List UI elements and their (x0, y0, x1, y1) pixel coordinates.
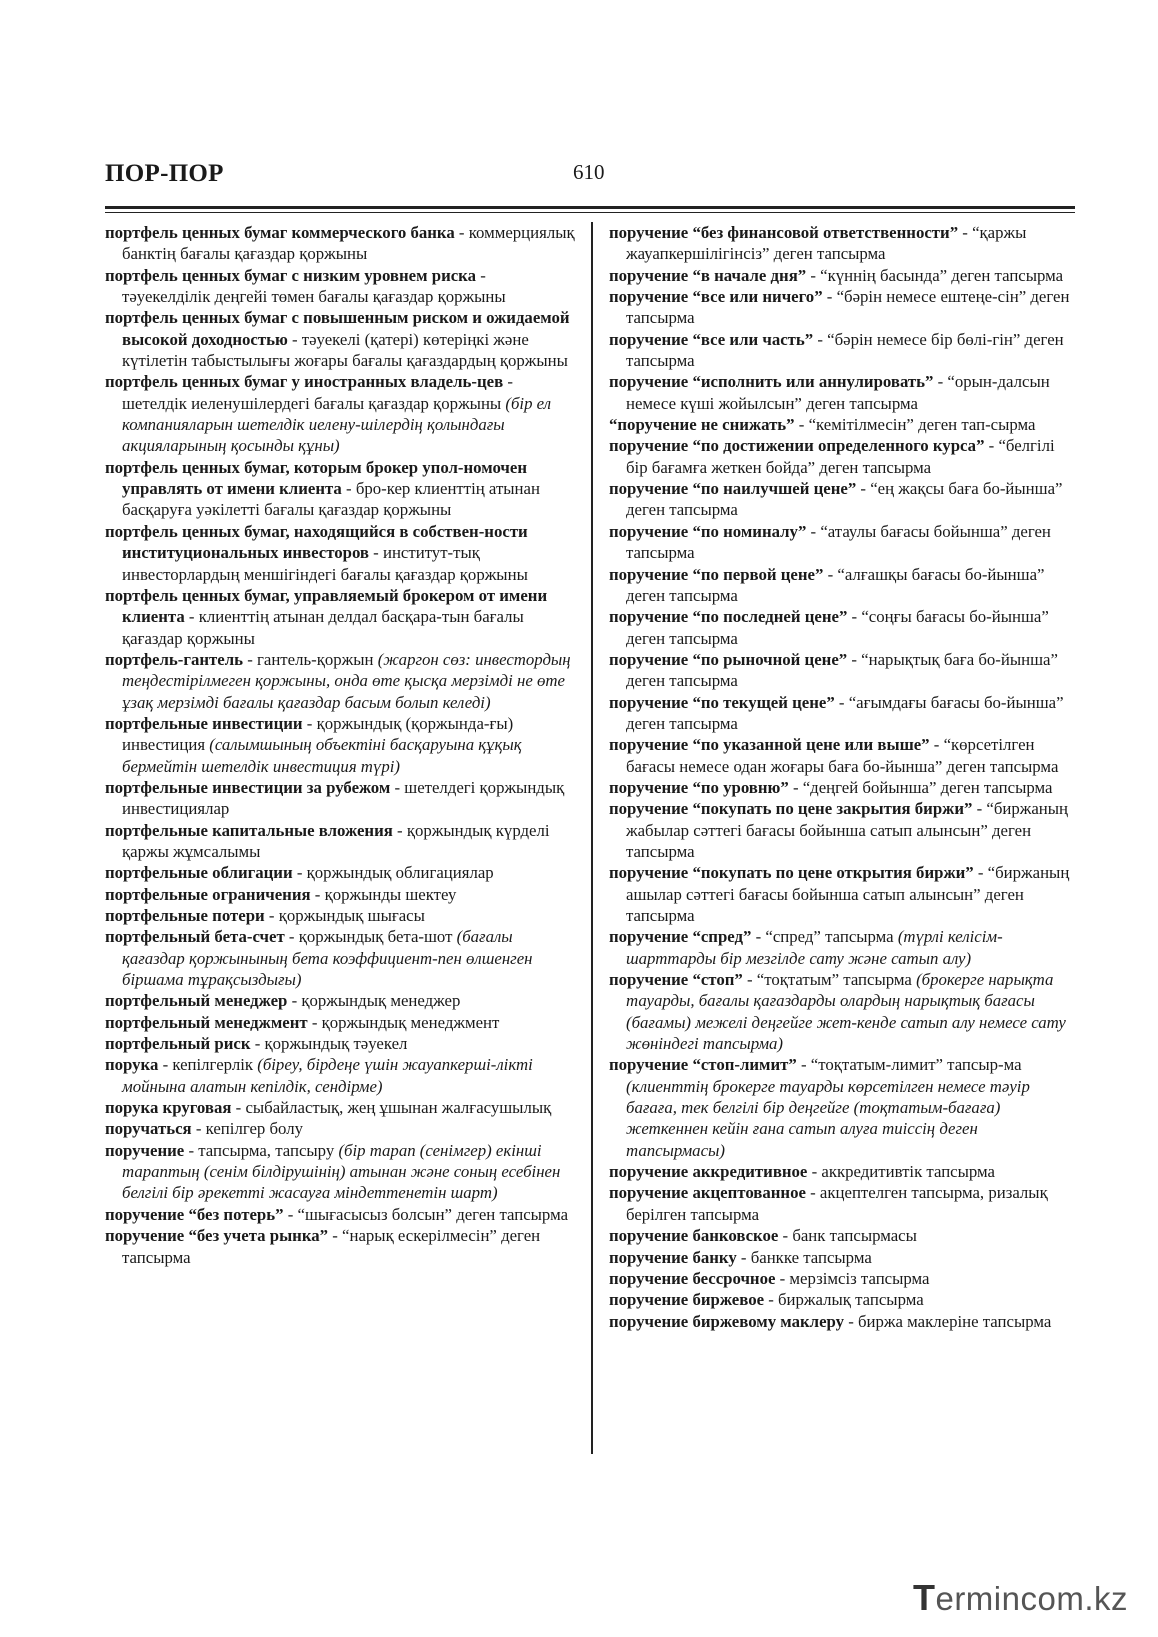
entry-term: “поручение не снижать” (609, 415, 795, 435)
entry-term: портфель ценных бумаг, которым брокер упол-номочен управлять от имени клиента (105, 457, 527, 499)
entry-term: портфельные капитальные вложения (105, 820, 393, 840)
entry-definition: “орын-далсын немесе күші жойылсын” деген тапсырма (626, 372, 1050, 413)
entry-term: поручение “по достижении определенного курса” (609, 436, 985, 456)
entry-separator: - (184, 1140, 199, 1160)
entry-separator: - (368, 543, 383, 563)
entry-separator: - (184, 607, 199, 627)
entry-definition: “биржаның жабылар сәттегі бағасы бойынша сатып алынсын” деген тапсырма (626, 799, 1069, 861)
entry-term: поручение “по рыночной цене” (609, 649, 848, 669)
dictionary-entry (609, 329, 1077, 372)
dictionary-entry (105, 649, 577, 713)
entry-separator: - (822, 287, 837, 307)
left-column (105, 222, 577, 1268)
dictionary-entry (105, 713, 577, 777)
entry-definition: гантель-қоржын (257, 649, 378, 669)
entry-term: портфельный менеджмент (105, 1012, 308, 1032)
entry-separator: - (392, 820, 407, 840)
dictionary-entry (105, 1204, 577, 1225)
dictionary-entry (609, 777, 1077, 798)
entry-separator: - (788, 777, 803, 797)
entry-separator: - (287, 991, 302, 1011)
entry-definition: “спред” тапсырма (765, 927, 898, 947)
dictionary-entry (609, 222, 1077, 265)
entry-term: поручение “в начале дня” (609, 265, 807, 285)
entry-separator: - (310, 884, 325, 904)
entry-term: поручение “без потерь” (105, 1204, 284, 1224)
entry-definition: “тоқтатым-лимит” тапсыр-ма (810, 1055, 1022, 1075)
entry-term: портфельные инвестиции (105, 713, 303, 733)
entry-term: портфель ценных бумаг с низким уровнем риска (105, 265, 476, 285)
dictionary-entry (609, 862, 1077, 926)
entry-term: портфель-гантель (105, 649, 244, 669)
entry-separator: - (284, 927, 299, 947)
entry-separator: - (806, 265, 821, 285)
entry-definition: акцептелген тапсырма, ризалық берілген тапсырма (626, 1183, 1048, 1224)
entry-definition: кепілгер болу (205, 1119, 303, 1139)
entry-definition: банкке тапсырма (750, 1247, 872, 1267)
entry-separator: - (264, 906, 279, 925)
entry-separator: - (972, 799, 987, 819)
entry-separator: - (158, 1055, 173, 1075)
entry-note: (бағалы қағаздар қоржынының бета коэффициент-пен өлшенген біршама тұрақсыздығы) (122, 927, 533, 990)
entry-definition: “бәрін немесе бір бөлі-гін” деген тапсырма (626, 329, 1064, 371)
entry-definition: “шығасысыз болсын” деген тапсырма (297, 1204, 569, 1224)
entry-note: (брокерге нарықта тауарды, бағалы қағаздарды олардың нарықтық бағасы (бағамы) межелі деңгейге жет-кенде сатып алу немесе сату жөніндегі тапсырма) (626, 970, 1066, 1054)
entry-separator: - (250, 1034, 265, 1054)
entry-separator: - (778, 1226, 793, 1246)
dictionary-entry (609, 606, 1077, 649)
dictionary-entry (609, 1289, 1077, 1310)
entry-separator: - (933, 372, 948, 392)
dictionary-entry (105, 521, 577, 585)
entry-separator: - (191, 1119, 206, 1139)
watermark-text: ermincom.kz (935, 1580, 1128, 1617)
entry-separator: - (847, 607, 862, 627)
entry-separator: - (844, 1311, 859, 1331)
entry-definition: қоржындық күрделі қаржы жұмсалымы (122, 820, 550, 861)
dictionary-entry (609, 1268, 1077, 1289)
dictionary-entry (105, 265, 577, 308)
entry-definition: “биржаның ашылар сәттегі бағасы бойынша сатып алынсын” деген тапсырма (626, 863, 1070, 925)
entry-term: поручение (105, 1140, 185, 1160)
entry-definition: институт-тық инвесторлардың меншігіндегі бағалы қағаздар қоржыны (122, 543, 528, 584)
entry-definition: биржа маклеріне тапсырма (858, 1311, 1052, 1331)
dictionary-entry (609, 435, 1077, 478)
entry-term: поручение акцептованное (609, 1183, 806, 1203)
entry-definition: “алғашқы бағасы бо-йынша” деген тапсырма (626, 564, 1045, 605)
entry-separator: - (287, 329, 302, 349)
entry-separator: - (764, 1290, 779, 1310)
entry-term: поручение “покупать по цене закрытия биржи” (609, 799, 973, 819)
entry-separator: - (794, 415, 809, 435)
entry-separator: - (834, 692, 849, 712)
entry-term: поручение “по последней цене” (609, 607, 848, 627)
dictionary-entry (105, 457, 577, 521)
dictionary-entry (105, 820, 577, 863)
dictionary-entry (609, 1225, 1077, 1246)
dictionary-entry (609, 649, 1077, 692)
entry-term: портфель ценных бумаг с повышенным риском и ожидаемой высокой доходностью (105, 308, 570, 349)
entry-definition: клиенттің атынан делдал басқара-тын бағалы қағаздар қоржыны (122, 607, 524, 648)
entry-definition: “соңғы бағасы бо-йынша” деген тапсырма (626, 607, 1049, 648)
watermark-logo-letter: T (912, 1577, 936, 1618)
entry-definition: қоржындық тәуекел (264, 1034, 408, 1054)
entry-definition: қоржындық менеджер (301, 991, 461, 1011)
entry-term: поручение “по номиналу” (609, 521, 807, 541)
entry-note: (клиенттің брокерге тауарды көрсетілген немесе тәуір бағаға, тек белгілі бір деңгейге (тоқтатым-бағаға) жеткеннен кейін ғана сатып алуға тиіссің деген тапсырмасы) (626, 1076, 1030, 1160)
dictionary-entry (609, 286, 1077, 329)
entry-separator: - (736, 1247, 751, 1267)
dictionary-entry (609, 564, 1077, 607)
entry-term: поручение “спред” (609, 927, 752, 947)
entry-separator: - (243, 649, 257, 669)
entry-term: поручение “по текущей цене” (609, 692, 835, 712)
dictionary-entry (105, 1225, 577, 1268)
dictionary-entry (609, 1182, 1077, 1225)
entry-definition: шетелдегі қоржындық инвестициялар (122, 777, 565, 819)
entry-definition: сыбайластық, жең ұшынан жалғасушылық (245, 1098, 552, 1118)
dictionary-entry (105, 1033, 577, 1054)
entry-separator: - (806, 521, 821, 541)
page-title: ПОР-ПОР (105, 160, 224, 187)
entry-term: поручение “по наилучшей цене” (609, 479, 857, 499)
entry-term: портфельный бета-счет (105, 927, 285, 947)
entry-separator: - (929, 735, 944, 755)
entry-separator: - (328, 1226, 343, 1246)
entry-separator: - (341, 479, 356, 499)
entry-definition: тәуекелі (қатері) көтеріңкі және күтілетін табыстылығы жоғары бағалы қағаздардың қоржыны (122, 329, 568, 371)
dictionary-entry (609, 478, 1077, 521)
dictionary-entry (105, 862, 577, 883)
entry-definition: тапсырма, тапсыру (198, 1140, 339, 1160)
entry-term: портфельные потери (105, 906, 265, 925)
dictionary-entry (609, 926, 1077, 969)
entry-definition: “күннің басында” деген тапсырма (820, 265, 1064, 285)
dictionary-entry (609, 692, 1077, 735)
entry-term: поручение банковское (609, 1226, 779, 1246)
entry-definition: “нарық ескерілмесін” деген тапсырма (122, 1226, 541, 1267)
entry-term: портфель ценных бумаг, находящийся в собствен-ности институциональных инвесторов (105, 521, 528, 563)
entry-term: поручение “по первой цене” (609, 564, 824, 584)
entry-separator: - (807, 1162, 822, 1182)
entry-term: портфельные инвестиции за рубежом (105, 777, 391, 797)
entry-separator: - (796, 1055, 811, 1075)
entry-separator: - (292, 863, 307, 883)
entry-term: поручение “исполнить или аннулировать” (609, 372, 934, 392)
entry-separator: - (390, 777, 405, 797)
entry-separator: - (751, 927, 766, 947)
entry-separator: - (823, 564, 838, 584)
entry-definition: кепілгерлік (172, 1055, 258, 1075)
dictionary-entry (105, 307, 577, 371)
entry-term: портфельные ограничения (105, 884, 311, 904)
entry-term: поручение биржевое (609, 1290, 765, 1310)
entry-term: портфельные облигации (105, 863, 293, 883)
right-column (609, 222, 1077, 1332)
entry-term: поручение “покупать по цене открытия биржи” (609, 863, 974, 883)
entry-term: поручение аккредитивное (609, 1162, 808, 1182)
dictionary-entry (105, 585, 577, 649)
entry-term: портфель ценных бумаг, управляемый брокером от имени клиента (105, 585, 548, 627)
entry-definition: банк тапсырмасы (792, 1226, 917, 1246)
entry-definition: қоржындық (қоржында-ғы) инвестиция (122, 713, 514, 755)
entry-term: поручение “без учета рынка” (105, 1226, 329, 1246)
entry-separator: - (302, 713, 317, 733)
entry-definition: бро-кер клиенттің атынан басқаруға уәкілетті бағалы қағаздар қоржыны (122, 479, 540, 520)
entry-term: поручение “по указанной цене или выше” (609, 735, 930, 755)
dictionary-entry (105, 1054, 577, 1097)
entry-separator: - (984, 436, 999, 456)
entry-note: (бір тарап (сенімгер) екінші тараптың (сенім білдірушінің) атынан және соның есебінен белгілі бір әрекетті жасауға міндеттенетін шарт) (122, 1140, 561, 1203)
header-rule-thick (105, 206, 1075, 209)
entry-separator: - (307, 1012, 322, 1032)
entry-definition: тәуекелділік деңгейі төмен бағалы қағаздар қоржыны (122, 287, 506, 307)
entry-separator: - (775, 1268, 790, 1288)
entry-term: порука (105, 1055, 159, 1075)
dictionary-entry (105, 1012, 577, 1033)
entry-term: поручение “все или ничего” (609, 287, 823, 307)
entry-separator: - (805, 1183, 820, 1203)
dictionary-entry (105, 1140, 577, 1204)
entry-term: портфель ценных бумаг коммерческого банка (105, 223, 455, 242)
entry-definition: қоржынды шектеу (324, 884, 457, 904)
entry-term: портфельный риск (105, 1034, 251, 1054)
dictionary-entry (609, 1247, 1077, 1268)
entry-term: поручение бессрочное (609, 1268, 776, 1288)
entry-note: (жаргон сөз: инвестордың теңдестірілмеген қоржыны, онда өте қысқа мерзімді не өте ұзақ мерзімді бағалы қағаздар басым болып келеді) (122, 649, 571, 712)
entry-definition: “белгілі бір бағамға жеткен бойда” деген тапсырма (626, 436, 1055, 477)
entry-definition: “көрсетілген бағасы немесе одан жоғары баға бо-йынша” деген тапсырма (626, 735, 1059, 776)
entry-definition: “ағымдағы бағасы бо-йынша” деген тапсырма (626, 692, 1064, 733)
entry-term: порука круговая (105, 1098, 232, 1118)
entry-definition: “қаржы жауапкершілігінсіз” деген тапсырма (626, 223, 1027, 264)
entry-term: портфель ценных бумаг у иностранных владель-цев (105, 372, 504, 392)
entry-separator: - (958, 223, 973, 242)
entry-definition: “бәрін немесе ештеңе-сін” деген тапсырма (626, 287, 1070, 328)
dictionary-entry (609, 521, 1077, 564)
entry-definition: биржалық тапсырма (778, 1290, 924, 1310)
header-rule-thin (105, 212, 1075, 213)
entry-definition: “кемітілмесін” деген тап-сырма (808, 415, 1036, 435)
entry-definition: мерзімсіз тапсырма (789, 1268, 930, 1288)
dictionary-entry (105, 884, 577, 905)
dictionary-entry (609, 798, 1077, 862)
entry-note: (бір ел компанияларын шетелдік иелену-шілердің қолындағы акцияларының қосынды құны) (122, 393, 552, 456)
entry-separator: - (973, 863, 988, 883)
entry-separator: - (856, 479, 871, 499)
page-number: 610 (573, 160, 605, 184)
entry-definition: аккредитивтік тапсырма (821, 1162, 995, 1182)
column-divider (591, 222, 593, 1454)
entry-term: поручение банку (609, 1247, 737, 1267)
dictionary-entry (105, 926, 577, 990)
dictionary-entry (105, 371, 577, 456)
entry-definition: қоржындық шығасы (278, 906, 425, 925)
entry-note: (түрлі келісім-шарттарды бір мезгілде сату және сатып алу) (626, 927, 1003, 968)
dictionary-entry (609, 1311, 1077, 1332)
page-header (105, 160, 1075, 200)
dictionary-entry (105, 777, 577, 820)
entry-separator: - (283, 1204, 298, 1224)
dictionary-entry (609, 371, 1077, 414)
entry-term: поручение “стоп-лимит” (609, 1055, 797, 1075)
dictionary-entry (609, 265, 1077, 286)
dictionary-entry (105, 1097, 577, 1118)
entry-definition: шетелдік иеленушілердегі бағалы қағаздар қоржыны (122, 393, 506, 413)
entry-definition: “деңгей бойынша” деген тапсырма (802, 777, 1053, 797)
dictionary-entry (609, 414, 1077, 435)
site-watermark (913, 1577, 1128, 1619)
entry-term: поручение “по уровню” (609, 777, 789, 797)
entry-definition: “атаулы бағасы бойынша” деген тапсырма (626, 521, 1051, 563)
entry-separator: - (813, 329, 828, 349)
dictionary-entry (609, 1161, 1077, 1182)
dictionary-entry (105, 222, 577, 265)
dictionary-entry (609, 969, 1077, 1054)
entry-term: поручение “без финансовой ответственности” (609, 223, 959, 242)
entry-term: поручение “стоп” (609, 970, 743, 990)
entry-term: поручение “все или часть” (609, 329, 814, 349)
entry-term: поручаться (105, 1119, 192, 1139)
dictionary-entry (105, 1118, 577, 1139)
entry-definition: қоржындық менеджмент (321, 1012, 500, 1032)
entry-term: поручение биржевому маклеру (609, 1311, 845, 1331)
entry-separator: - (503, 372, 513, 392)
entry-note: (біреу, бірдеңе үшін жауапкерші-лікті мойнына алатын кепілдік, сендірме) (122, 1055, 533, 1096)
entry-separator: - (742, 970, 757, 990)
entry-definition: “нарықтық баға бо-йынша” деген тапсырма (626, 649, 1058, 691)
entry-separator: - (476, 265, 486, 285)
dictionary-entry (105, 905, 577, 926)
entry-term: портфельный менеджер (105, 991, 288, 1011)
dictionary-entry (609, 1054, 1077, 1161)
entry-definition: қоржындық облигациялар (306, 863, 494, 883)
entry-definition: коммерциялық банктің бағалы қағаздар қоржыны (122, 223, 575, 264)
entry-note: (салымшының объектіні басқаруына құқық бермейтін шетелдік инвестиция түрі) (122, 735, 522, 776)
entry-definition: “тоқтатым” тапсырма (756, 970, 917, 990)
entry-separator: - (454, 223, 469, 242)
dictionary-entry (105, 990, 577, 1011)
entry-separator: - (231, 1098, 246, 1118)
entry-definition: “ең жақсы баға бо-йынша” деген тапсырма (626, 479, 1063, 520)
entry-separator: - (847, 649, 862, 669)
dictionary-entry (609, 734, 1077, 777)
entry-definition: қоржындық бета-шот (298, 927, 457, 947)
